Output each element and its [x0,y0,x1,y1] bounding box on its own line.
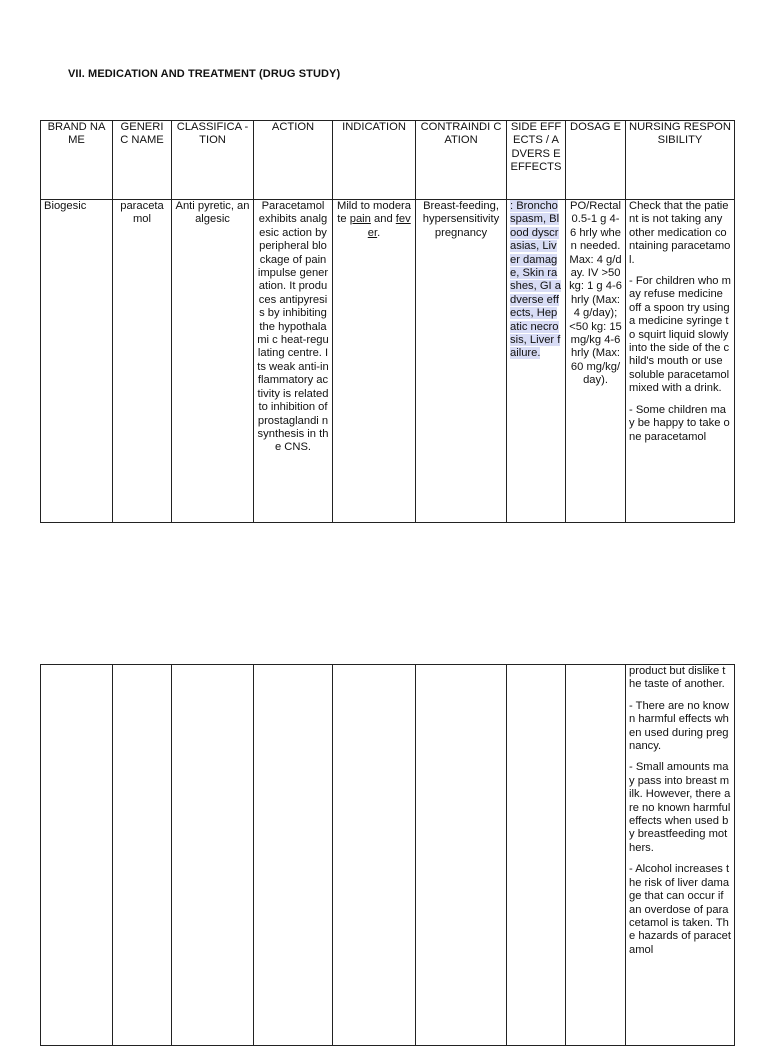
cell-brand: Biogesic [41,200,113,523]
header-action: ACTION [254,121,333,200]
drug-study-table-continued [40,664,735,1046]
document-title: VII. MEDICATION AND TREATMENT (DRUG STUDY) [68,68,341,80]
cell-contraindication: Breast-feeding, hypersensitivity pregnancy [416,200,507,523]
indication-and: and [370,213,396,226]
cell-classification: Anti pyretic, analgesic [172,200,254,523]
header-row [41,121,735,200]
indication-text: Mild to moderate [337,200,411,226]
nursing-paragraph: - For children who may refuse medicine off a spoon try using a medicine syringe to squirt liquid slowly into the side of the child's mouth or use soluble paracetamol mixed with a drink. [629,275,731,395]
cell-action: Paracetamol exhibits analgesic action by peripheral blockage of pain impulse generation. It produces antipyresis by inhibiting the hypothalami c heat-regulating centre. Its weak anti-inflammatory activity is related to inhibition of prostaglandi n synthesis in the CNS. [254,200,333,523]
cell-action-empty [254,665,333,1046]
nursing-paragraph: product but dislike the taste of another. [629,665,726,691]
cell-indication [333,200,416,523]
cell-nursing-responsibility [626,200,735,523]
cell-nursing-responsibility-continued [626,665,735,1046]
table-row [41,200,735,523]
cell-side-effects-empty [507,665,566,1046]
header-classification: CLASSIFICA -TION [172,121,254,200]
cell-generic-empty [113,665,172,1046]
nursing-paragraph: Check that the patient is not taking any other medication containing paracetamol. [629,200,731,266]
cell-brand-empty [41,665,113,1046]
indication-pain-link[interactable]: pain [349,213,371,226]
cell-dosage-empty [566,665,626,1046]
header-nursing-responsibility: NURSING RESPONSIBILITY [626,121,735,200]
nursing-paragraph: - There are no known harmful effects when used during pregnancy. [629,699,729,753]
nursing-paragraph: - Small amounts may pass into breast milk. However, there are no known harmful effects when used by breastfeeding mothers. [629,761,731,854]
nursing-paragraph: - Alcohol increases the risk of liver damage that can occur if an overdose of paracetamol is taken. The hazards of paracetamol [629,863,731,956]
cell-contraindication-empty [416,665,507,1046]
cell-indication-empty [333,665,416,1046]
drug-study-table [40,120,735,523]
header-side-effects: SIDE EFFECTS / ADVERS E EFFECTS [507,121,566,200]
indication-period: . [377,226,381,239]
cell-classification-empty [172,665,254,1046]
nursing-paragraph: - Some children may be happy to take one paracetamol [629,403,730,443]
side-effects-highlight: : Bronchospasm, Blood dyscrasias, Liver damage, Skin rashes, GI adverse effects, Hepatic necrosis, Liver failure. [510,200,561,360]
header-dosage: DOSAG E [566,121,626,200]
table-row [41,665,735,1046]
header-contraindication: CONTRAINDI CATION [416,121,507,200]
cell-side-effects [507,200,566,523]
header-brand-name: BRAND NAME [41,121,113,200]
cell-generic: paraceta mol [113,200,172,523]
header-indication: INDICATION [333,121,416,200]
header-generic-name: GENERI C NAME [113,121,172,200]
indication-fever-link[interactable]: fever [367,213,411,239]
cell-dosage: PO/Rectal 0.5-1 g 4-6 hrly when needed. Max: 4 g/day. IV >50 kg: 1 g 4-6 hrly (Max: 4 g/day); <50 kg: 15 mg/kg 4-6 hrly (Max: 60 mg/kg/day). [566,200,626,523]
